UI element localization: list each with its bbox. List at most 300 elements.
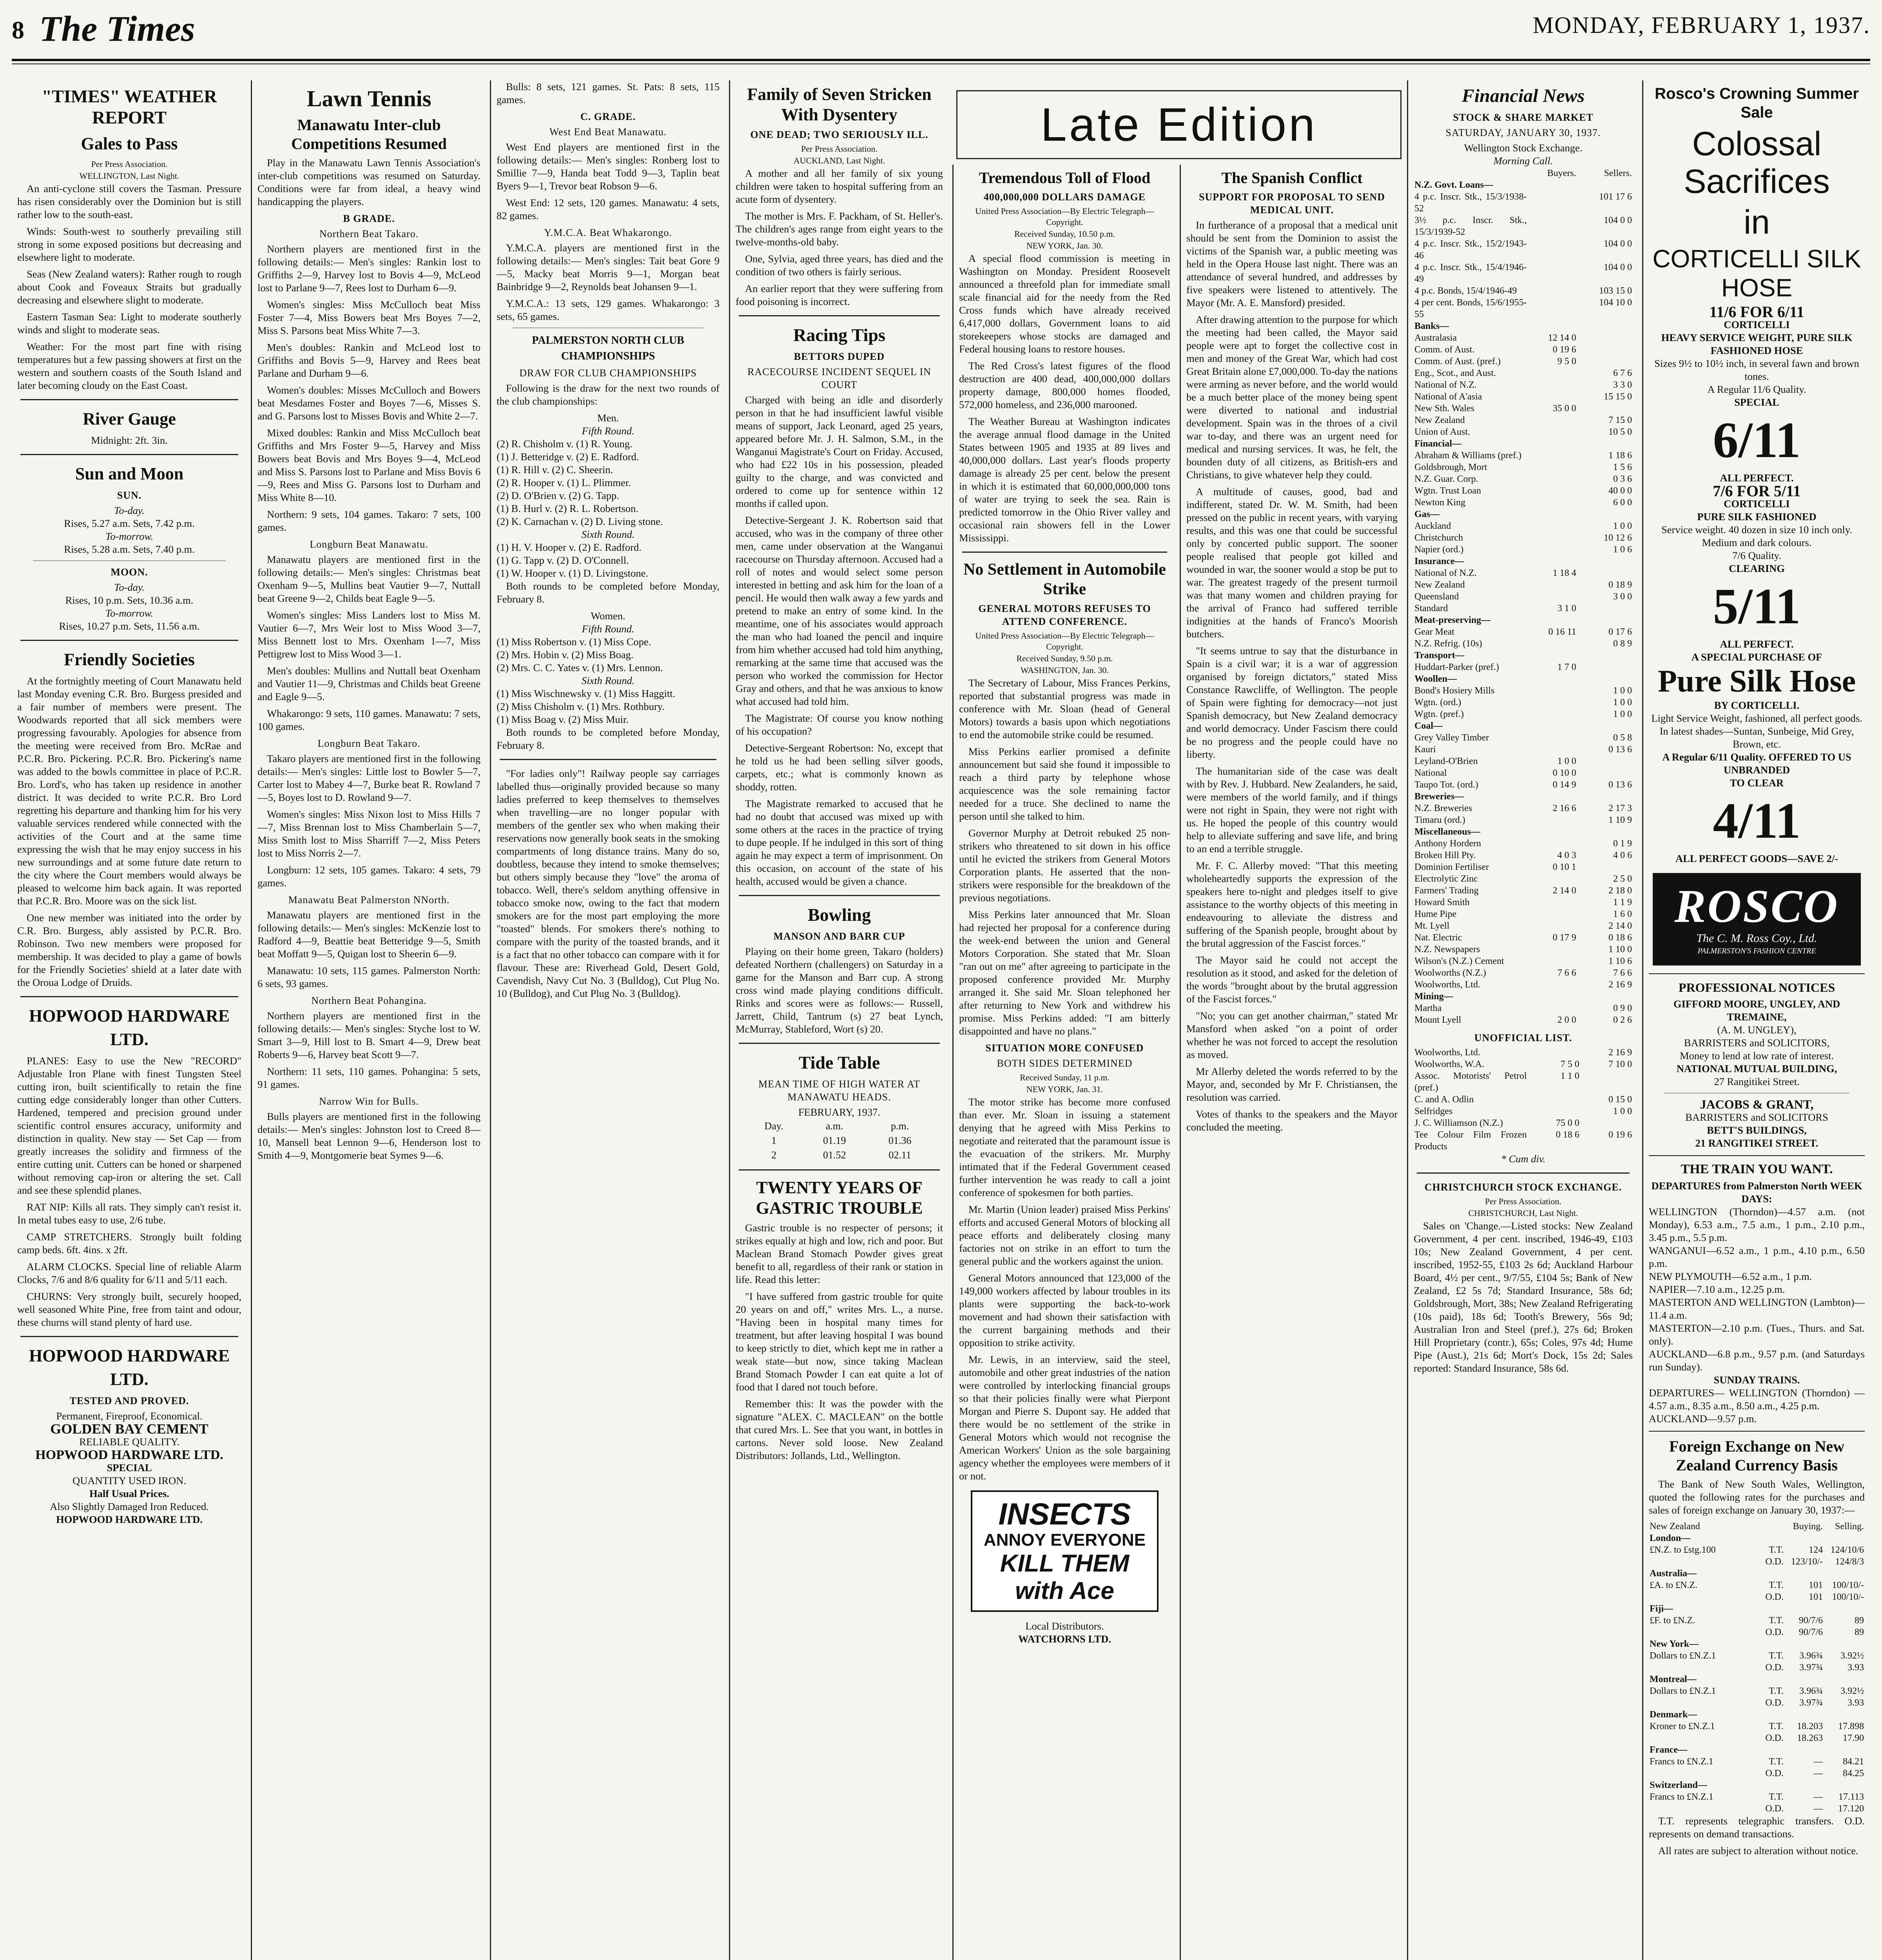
table-cell: 0 1 9 (1613, 838, 1632, 849)
draw-entry: (1) J. Betteridge v. (2) E. Radford. (497, 451, 639, 463)
table-cell (1649, 1732, 1761, 1744)
table-cell: 0 17 6 (1608, 627, 1632, 637)
draw-round: Sixth Round. (581, 528, 635, 540)
spanish-paragraph: Mr. F. C. Allerby moved: "That this meeting wholeheartedly supports the expression of the speakers here to-night and pledges itself to give assistance to the worthy objects of this meeting in endeavouring to alleviate the distress and suffering of the Spanish people, brought about by the brutal aggression of the Fascist forces." (1186, 860, 1398, 949)
firm-detail: BARRISTERS and SOLICITORS, (1684, 1037, 1830, 1049)
table-cell: Martha (1414, 1003, 1442, 1013)
issue-date: MONDAY, FEBRUARY 1, 1937. (1532, 12, 1870, 38)
table-cell (1761, 1779, 1784, 1791)
match-heading: West End Beat Manawatu. (549, 126, 667, 138)
table-cell: Eng., Scot., and Aust. (1414, 368, 1496, 378)
draw-entry: (2) Miss Chisholm v. (1) Mrs. Rothbury. (497, 701, 665, 712)
table-row (1414, 1129, 1633, 1152)
table-row (1414, 179, 1633, 191)
newspaper-title: The Times (39, 9, 195, 49)
table-cell: 1 1 0 (1560, 1071, 1579, 1081)
tide-cell: 02.11 (888, 1149, 911, 1161)
table-cell: 89 (1855, 1627, 1864, 1637)
rosco-all-perfect: ALL PERFECT. (1720, 472, 1794, 484)
table-cell: 10 12 6 (1604, 533, 1632, 543)
stock-header-buyers: Buyers. (1547, 168, 1576, 178)
rosco-desc2: Service weight. 40 dozen in size 10 inch only. Medium and dark colours. (1661, 524, 1852, 548)
table-cell: T.T. (1769, 1545, 1784, 1555)
table-cell: 17.90 (1843, 1733, 1864, 1743)
table-cell: London— (1650, 1533, 1691, 1543)
table-row (1414, 685, 1633, 697)
table-cell: 7 6 6 (1557, 968, 1576, 978)
table-cell (1784, 1744, 1824, 1756)
table-cell (1528, 391, 1577, 403)
draw-note: Both rounds to be completed before Monday, February 8. (497, 726, 720, 751)
racing-title: Racing Tips (793, 325, 885, 345)
table-cell: 35 0 0 (1552, 403, 1576, 414)
table-cell: 4 0 6 (1613, 850, 1632, 860)
tennis-paragraph: Bulls: 8 sets, 121 games. St. Pats: 8 sets, 115 games. (497, 81, 720, 105)
table-cell (1649, 1768, 1761, 1779)
table-cell: 4 p.c. Inscr. Stk., 15/2/1943-46 (1414, 239, 1527, 261)
table-cell: Meat-preserving— (1414, 615, 1491, 625)
table-row (1649, 1638, 1865, 1650)
tide-table (746, 1119, 932, 1162)
spanish-paragraph: The humanitarian side of the case was dealt with by Rev. J. Hubbard. New Zealanders, he said, were members of the world family, and if things were not right in Spain, they were not right with us. He hoped the people of this country would help to alleviate suffering and save life, and bring to an end a terrible struggle. (1186, 765, 1398, 855)
table-cell: 0 16 11 (1548, 627, 1576, 637)
hopwood-paragraph: CHURNS: Very strongly built, securely hooped, well seasoned White Pine, free from taint and odour, these churns will stand plenty of hard use. (17, 1290, 241, 1328)
masthead (12, 4, 1870, 55)
tide-header-row (746, 1119, 932, 1133)
table-row (1414, 967, 1633, 979)
cement-brand: GOLDEN BAY CEMENT (50, 1421, 209, 1437)
table-cell: 1 0 6 (1613, 544, 1632, 555)
table-cell: 3.92½ (1840, 1686, 1864, 1696)
table-row (1414, 1014, 1633, 1026)
table-cell: Leyland-O'Brien (1414, 756, 1478, 766)
table-cell: New York— (1650, 1639, 1699, 1649)
table-row (1649, 1685, 1865, 1697)
flood-sub: 400,000,000 DOLLARS DAMAGE (983, 191, 1146, 203)
table-row (1414, 332, 1633, 344)
family-paragraph: The mother is Mrs. F. Packham, of St. Heller's. The children's ages range from eight years to the twelve-months-old baby. (736, 210, 943, 248)
table-cell: 2 14 0 (1552, 886, 1576, 896)
divider (739, 315, 940, 316)
table-cell: 3 1 0 (1557, 603, 1576, 613)
table-cell: 0 15 0 (1608, 1094, 1632, 1105)
table-cell: New Zealand (1414, 415, 1465, 425)
spanish-title: The Spanish Conflict (1221, 169, 1363, 187)
table-cell: Francs to £N.Z.1 (1650, 1792, 1713, 1802)
strike-paragraph: General Motors announced that 123,000 of the 149,000 workers affected by labour troubles in its plants were supporting the back-to-work movement and had shown their satisfaction with the current bargaining methods and their opposition to strike activity. (959, 1272, 1170, 1348)
table-cell (1528, 367, 1577, 379)
table-cell: O.D. (1765, 1804, 1784, 1814)
train-line: NAPIER—7.10 a.m., 12.25 p.m. (1649, 1283, 1785, 1295)
table-cell: 17.120 (1838, 1804, 1864, 1814)
sun-moon-title: Sun and Moon (75, 464, 184, 483)
table-row (1414, 473, 1633, 485)
firm-name: GIFFORD MOORE, UNGLEY, AND TREMAINE, (1673, 998, 1840, 1023)
table-cell: 0 13 6 (1608, 780, 1632, 790)
table-row (1649, 1744, 1865, 1756)
table-cell (1528, 826, 1577, 838)
tennis-paragraph: Bulls players are mentioned first in the following details:— Men's singles: Johnston lost to Creed 8—10, Mansell beat Lennon 9—6, Henderson lost to Smith 4—9, Montgomerie beat Symes 9—6. (257, 1111, 480, 1161)
table-cell (1528, 461, 1577, 473)
tennis-paragraph: Women's singles: Miss Landers lost to Miss M. Vautier 6—7, Mrs Weir lost to Miss Wood 3—7, Miss Bennett lost to Mrs. Oxenham 1—7, Miss Pettigrew lost to Miss Wood 3—1. (257, 609, 480, 660)
table-cell: 0 13 6 (1608, 744, 1632, 755)
table-row (1414, 508, 1633, 520)
hopwood-tested: TESTED AND PROVED. (69, 1395, 189, 1406)
table-cell: 1 0 0 (1613, 686, 1632, 696)
table-cell (1528, 544, 1577, 555)
table-cell (1577, 555, 1633, 567)
table-row (1414, 297, 1633, 320)
draw-entry: (1) B. Hurl v. (2) R. L. Robertson. (497, 503, 638, 514)
financial-title: Financial News (1461, 85, 1585, 106)
table-cell (1824, 1532, 1865, 1544)
hopwood-paragraph: PLANES: Easy to use the New "RECORD" Adjustable Iron Plane with finest Tungsten Steel cutting iron, built scientifically to retain the fine cutting edge considerably longer than other Cutters. Hardened, tempered and precision ground under scientific control ensures accuracy, uniformity and distinction in quality. New stay — Set Cap — from greatly increases the solidity and firmness of the entire cutting unit. Cutters can be honed or sharpened without removing cap-iron or altering the set. Call and see these splendid planes. (17, 1055, 241, 1196)
table-row (1414, 1047, 1633, 1058)
table-cell: Transport— (1414, 650, 1465, 661)
family-paragraph: One, Sylvia, aged three years, has died and the condition of two others is fairly serious. (736, 253, 943, 278)
table-row (1414, 555, 1633, 567)
table-cell: Standard (1414, 603, 1448, 613)
chch-dateline: CHRISTCHURCH, Last Night. (1468, 1208, 1578, 1218)
late-edition-banner: Late Edition (956, 90, 1402, 159)
table-cell (1761, 1603, 1784, 1615)
tennis-paragraph: Y.M.C.A. players are mentioned first in the following details:— Men's singles: Tait beat Gore 9—5, Macky beat Morris 9—1, Morgan beat Bainbridge 9—2, Reynolds beat Johansen 9—1. (497, 242, 720, 292)
table-cell: Wgtn. (pref.) (1414, 709, 1464, 719)
table-row (1414, 1058, 1633, 1070)
tennis-paragraph: Northern players are mentioned first in the following details:— Men's singles: Rankin lost to Griffiths 2—9, Harvey lost to Bovis 4—9, McLeod lost to Parlane 9—7, Rees lost to Durham 6—9. (257, 243, 480, 294)
table-cell: 124/10/6 (1830, 1545, 1864, 1555)
table-cell: — (1813, 1804, 1823, 1814)
gastric-paragraph: Gastric trouble is no respecter of persons; it strikes equally at high and low, rich and poor. But Maclean Brand Stomach Powder gives great benefit to all, regardless of their rank or station in life. Read this letter: (736, 1222, 943, 1285)
table-row (1649, 1662, 1865, 1673)
draw-entry: (1) H. V. Hooper v. (2) E. Radford. (497, 541, 642, 553)
hopwood-paragraph: RAT NIP: Kills all rats. They simply can't resist it. In metal tubes easy to use, 2/6 tube. (17, 1201, 241, 1226)
table-cell (1528, 944, 1577, 955)
weather-dateline: WELLINGTON, Last Night. (79, 171, 179, 181)
table-row (1649, 1720, 1865, 1732)
table-cell: 12 14 0 (1548, 333, 1576, 343)
table-row (1649, 1603, 1865, 1615)
friendly-paragraph: At the fortnightly meeting of Court Manawatu held last Monday evening C.R. Bro. Burgess presided and a fair number of members were present. The Woodwards reported that all sick members were progressing favourably. Apologies for absence from the meeting were received from Bro. McRae and P.C.R. Bro. Pickering. P.C.R. Bro. Pickering's name was added to the bowls committee in place of P.C.R. Bro. Lord's, who has taken up residence in another district. It was decided to write P.C.R. Bro Lord regretting his departure and thanking him for his very valuable services rendered while connected with the activities of the Court and at the same time expressing the wish that he may enjoy success in his new surroundings and at some future date return to the city where the Court members would always be pleased to welcome him back again. It was reported that P.C.R. Bro. Moore was on the sick list. (17, 675, 241, 907)
table-row (1414, 238, 1633, 261)
forex-table (1649, 1521, 1865, 1815)
column-2 (251, 80, 486, 1960)
table-cell: Switzerland— (1650, 1780, 1707, 1790)
table-cell (1824, 1779, 1865, 1791)
table-cell (1528, 426, 1577, 438)
table-cell: Mining— (1414, 991, 1453, 1002)
table-cell (1761, 1744, 1784, 1756)
table-cell: Howard Smith (1414, 897, 1470, 907)
flood-paragraph: The Weather Bureau at Washington indicates the average annual flood damage in the United States between 1905 and 1935 at 89 lives and 40,000,000 dollars. Last year's floods property damage is already 25 per cent. below the present in which it is estimated that 60,000,000,000 tons of water are trying to seek the sea. Rain is predicted tomorrow in the Ohio River valley and occasional rain showers fell in the Lower Mississippi. (959, 416, 1170, 544)
table-row (1414, 567, 1633, 579)
rosco-all-perfect: ALL PERFECT. (1720, 638, 1794, 650)
family-title: Family of Seven Stricken With Dysentery (747, 85, 932, 124)
table-cell: £A. to £N.Z. (1650, 1580, 1697, 1590)
table-cell: — (1813, 1792, 1823, 1802)
divider (739, 1043, 940, 1044)
table-cell: Comm. of Aust. (pref.) (1414, 356, 1501, 367)
table-row (1649, 1803, 1865, 1815)
table-cell (1784, 1709, 1824, 1720)
hopwood-paragraph: ALARM CLOCKS. Special line of reliable Alarm Clocks, 7/6 and 8/6 quality for 6/11 and 5/11 each. (17, 1261, 241, 1285)
table-cell: 0 9 0 (1613, 1003, 1632, 1013)
strike-paragraph: The motor strike has become more confused than ever. Mr. Sloan in issuing a statement denying that he agreed with Miss Perkins to negotiate and reiterated that the paramount issue is the evacuation of the strikers. Mr. Murphy intimated that if the Federal Government ceased further intervention he was ready to call a joint conference of spokesmen for both parties. (959, 1096, 1170, 1198)
table-cell: 1 5 6 (1613, 462, 1632, 472)
table-cell: 2 14 0 (1608, 921, 1632, 931)
table-row (1414, 802, 1633, 814)
table-cell: 4 p.c. Inscr. Stk., 15/4/1946-49 (1414, 262, 1527, 284)
divider (20, 399, 238, 400)
table-cell: 101 17 6 (1599, 192, 1632, 202)
table-cell (1577, 720, 1633, 732)
table-cell: Gear Meat (1414, 627, 1454, 637)
table-cell (1528, 591, 1577, 603)
divider (20, 640, 238, 641)
strike-paragraph: Mr. Lewis, in an interview, said the steel, automobile and other great industries of the nation were controlled by interlocking financial groups so that their policies finally were what Pierpont Morgan and Pierre S. Dupont say. He added that there would be no settlement of the strike in General Motors which would not recognise the American Workers' Union as the sole bargaining agency whether the employees were members of it or not. (959, 1354, 1170, 1482)
weather-paragraph: Weather: For the most part fine with rising temperatures but a few passing showers at first on the western and southern coasts of the South Island and later becoming cloudy on the East Coast. (17, 341, 241, 391)
table-cell (1824, 1638, 1865, 1650)
table-cell: N.Z. Refrig. (10s) (1414, 639, 1482, 649)
table-cell: T.T. (1769, 1721, 1784, 1731)
tennis-paragraph: Takaro players are mentioned first in the following details:— Men's singles: Little lost to Bowler 5—7, Carter lost to Mabey 4—7, Burke beat R. Rowland 7—5, Boyes lost to D. Rowland 9—7. (257, 753, 480, 803)
table-cell (1824, 1744, 1865, 1756)
table-cell: 0 14 9 (1552, 780, 1576, 790)
tennis-paragraph: Manawatu: 10 sets, 115 games. Palmerston North: 6 sets, 93 games. (257, 965, 480, 989)
spanish-paragraph: A multitude of causes, good, bad and indifferent, stated Dr. W. M. Smith, had been pressed on the public in recent years, with varying results, and this was one that could be successful only by concerted public support. The sooner people realised that people got killed and wounded in war, the sooner would a stop be put to war. The greatest tragedy of the present turmoil was that many women and children praying for the arrival of Franco had suffered terrible indignities at the hands of Franco's Moorish butchers. (1186, 486, 1398, 640)
table-row (1414, 603, 1633, 614)
table-cell (1528, 579, 1577, 591)
table-row (1414, 920, 1633, 932)
tide-month: FEBRUARY, 1937. (798, 1106, 881, 1118)
table-cell (1761, 1568, 1784, 1579)
table-cell: Montreal— (1650, 1674, 1697, 1684)
bowling-sub: MANSON AND BARR CUP (773, 931, 905, 942)
column-1 (12, 80, 247, 1960)
table-cell: 1 10 0 (1608, 944, 1632, 955)
hopwood-paragraph: CAMP STRETCHERS. Strongly built folding camp beds. 6ft. 4ins. x 2ft. (17, 1231, 241, 1256)
table-cell: O.D. (1765, 1698, 1784, 1708)
table-cell (1528, 638, 1577, 650)
table-cell (1761, 1638, 1784, 1650)
table-cell: 4 p.c. Bonds, 15/4/1946-49 (1414, 286, 1517, 296)
sun-label: SUN. (117, 490, 142, 501)
chch-source: Per Press Association. (1485, 1196, 1561, 1206)
flood-source: United Press Association—By Electric Telegraph—Copyright. (975, 206, 1154, 227)
table-cell: O.D. (1765, 1557, 1784, 1567)
rosco-brand: CORTICELLI (1724, 498, 1790, 510)
racing-paragraph: Detective-Sergeant J. K. Robertson said that accused, who was in the company of three other men, came under observation at the Wanganui racecourse on Thursday afternoon. Accused had a roll of notes and would select some person interested in betting and ask him for the loan of a pencil. He would then walk away a few yards and pretend to make an entry of some kind. In the meantime, one of his associates would approach the man who had loaned the pencil and inquire from him whether accused had told him anything, remarking at the same time that accused was the person who worked the commission for Hector Gray and others, and that he was anxious to know what accused had told him. (736, 514, 943, 707)
forex-note: T.T. represents telegraphic transfers. O.D. represents on demand transactions. (1649, 1815, 1865, 1840)
table-cell: National of A'asia (1414, 392, 1482, 402)
spanish-paragraph: The Mayor said he could not accept the resolution as it stood, and asked for the deletion of the words "brought about by the brutal aggression of the Fascist forces." (1186, 954, 1398, 1005)
column-3 (490, 80, 725, 1960)
gastric-paragraph: "I have suffered from gastric trouble for quite 20 years on and off," writes Mrs. L., a nurse. "Having been in hospital many times for treatment, but after leaving hospital I was bound to keep strictly to diet, which kept me in rather a weak state—but now, since taking Maclean Brand Stomach Powder I can eat quite a lot of food that I dared not touch before. (736, 1290, 943, 1393)
table-row (1414, 908, 1633, 920)
tennis-title: Lawn Tennis (306, 86, 432, 111)
tennis-paragraph: Longburn: 12 sets, 105 games. Takaro: 4 sets, 79 games. (257, 864, 480, 889)
strike-situation-received: Received Sunday, 11 p.m. (1020, 1073, 1110, 1082)
table-cell (1528, 191, 1577, 214)
train-line: DEPARTURES— WELLINGTON (Thorndon) —4.57 a.m., 8.35 a.m., 8.50 a.m., 4.25 p.m. (1649, 1387, 1865, 1412)
table-row (1414, 897, 1633, 908)
table-cell: 90/7/6 (1799, 1615, 1823, 1626)
train-sub: DEPARTURES from Palmerston North WEEK DAYS: (1651, 1180, 1862, 1205)
table-cell: 18.263 (1797, 1733, 1823, 1743)
forex-header-selling: Selling. (1835, 1521, 1864, 1532)
table-cell (1528, 238, 1577, 261)
table-cell: 104 10 0 (1599, 298, 1632, 308)
table-cell: Woollen— (1414, 674, 1457, 684)
insects-distributor: Local Distributors. (1025, 1620, 1104, 1632)
tide-row (746, 1148, 932, 1162)
strike-situation-title: SITUATION MORE CONFUSED (985, 1042, 1144, 1054)
unofficial-table (1414, 1047, 1633, 1152)
table-cell: 100/10/- (1832, 1580, 1864, 1590)
table-cell: T.T. (1769, 1615, 1784, 1626)
table-cell: T.T. (1769, 1686, 1784, 1696)
draw-entry: (2) Mrs. Hobin v. (2) Miss Boag. (497, 649, 634, 661)
table-cell: Goldsbrough, Mort (1414, 462, 1487, 472)
table-cell: 3 3 0 (1613, 380, 1632, 390)
table-cell (1528, 685, 1577, 697)
table-row (1414, 1070, 1633, 1094)
table-cell: Abraham & Williams (pref.) (1414, 450, 1522, 461)
table-cell: T.T. (1769, 1792, 1784, 1802)
table-row (1649, 1544, 1865, 1556)
sun-tomorrow: Rises, 5.28 a.m. Sets, 7.40 p.m. (64, 543, 195, 555)
rosco-logo-sub: The C. M. Ross Coy., Ltd. (1696, 932, 1817, 945)
match-heading: Narrow Win for Bulls. (319, 1096, 419, 1107)
table-cell: 4 per cent. Bonds, 15/6/1955-55 (1414, 298, 1527, 319)
table-cell (1528, 920, 1577, 932)
racing-paragraph: Detective-Sergeant Robertson: No, except that he told us he had been selling silver goods, carpets, etc.; what is commonly known as shoddy, rotten. (736, 742, 943, 793)
table-row (1649, 1650, 1865, 1662)
tennis-paragraph: Mixed doubles: Rankin and Miss McCulloch beat Griffiths and Mrs Foster 9—5, Harvey and Miss Bowers beat Bovis and Mrs Boyes 9—4, McLeod and Miss S. Parsons lost to Parlane and Miss Bovis 6—9, Rees and Miss G. Parsons lost to Durham and Miss White 8—10. (257, 427, 480, 503)
flood-paragraph: A special flood commission is meeting in Washington on Monday. President Roosevelt announced a threefold plan for immediate small scale financial aid for the needy from the Red Cross funds which have already received 6,417,000 dollars, Government loans to aid storekeepers whose stocks are damaged and Federal housing loans to restore houses. (959, 252, 1170, 355)
table-row (1414, 614, 1633, 626)
rosco-clearing: CLEARING (1729, 563, 1785, 574)
hopwood-title-2: HOPWOOD HARDWARE LTD. (29, 1346, 230, 1389)
table-cell: 1 1 9 (1613, 897, 1632, 907)
insects-line3: KILL THEM with Ace (1000, 1550, 1130, 1604)
table-cell: Mt. Lyell (1414, 921, 1450, 931)
flood-dateline: NEW YORK, Jan. 30. (1026, 241, 1103, 250)
table-cell (1528, 1047, 1580, 1058)
table-cell: J. C. Williamson (N.Z.) (1414, 1118, 1503, 1128)
firm-detail: (A. M. UNGLEY), (1717, 1024, 1797, 1036)
table-cell: Australasia (1414, 333, 1457, 343)
draw-round: Fifth Round. (582, 623, 635, 635)
table-row (1414, 191, 1633, 214)
table-row (1414, 944, 1633, 955)
table-row (1414, 791, 1633, 802)
table-row (1414, 544, 1633, 555)
table-row (1649, 1568, 1865, 1579)
table-cell: Timaru (ord.) (1414, 815, 1465, 825)
column-6 (1180, 165, 1403, 1960)
table-cell (1649, 1697, 1761, 1709)
table-cell: Breweries— (1414, 791, 1464, 802)
table-row (1414, 885, 1633, 897)
table-cell (1577, 861, 1633, 873)
tide-header: a.m. (825, 1120, 843, 1132)
table-cell (1784, 1673, 1824, 1685)
river-title: River Gauge (83, 409, 176, 428)
table-row (1414, 403, 1633, 414)
table-cell (1528, 732, 1577, 744)
train-line: MASTERTON—2.10 p.m. (Tues., Thurs. and Sat. only). (1649, 1322, 1865, 1347)
table-cell (1580, 1070, 1633, 1094)
table-row (1649, 1791, 1865, 1803)
table-cell: 7 15 0 (1608, 415, 1632, 425)
tennis-intro: Play in the Manawatu Lawn Tennis Association's inter-club competitions was resumed on Saturday. Conditions were far from ideal, a heavy wind handicapping the players. (257, 157, 480, 207)
table-cell (1577, 356, 1633, 367)
train-sunday: SUNDAY TRAINS. (1713, 1374, 1800, 1386)
bowling-title: Bowling (807, 905, 871, 925)
hopwood-damaged: Also Slightly Damaged Iron Reduced. (50, 1501, 209, 1512)
weather-subtitle: Gales to Pass (81, 134, 178, 153)
table-cell: Tee Colour Film Frozen Products (1414, 1130, 1527, 1152)
family-dateline: AUCKLAND, Last Night. (793, 156, 885, 165)
table-cell (1528, 285, 1577, 297)
table-cell (1528, 179, 1577, 191)
spanish-paragraph: "It seems untrue to say that the disturbance in Spain is a civil war; it is a war of aggression organised by foreign dictators," stated Miss Constance Rawcliffe, of Wellington. The people of Spain were fighting for democracy—not just Spanish democracy, but New Zealand democracy and world democracy. Under Fascism there could be no progress and the people could have no liberty. (1186, 645, 1398, 760)
table-cell: Taupo Tot. (ord.) (1414, 780, 1478, 790)
table-cell: 2 0 0 (1557, 1015, 1576, 1025)
divider (739, 1169, 940, 1171)
tennis-paragraph: Y.M.C.A.: 13 sets, 129 games. Whakarongo: 3 sets, 65 games. (497, 298, 720, 322)
table-cell (1649, 1556, 1761, 1568)
table-cell: Banks— (1414, 321, 1449, 331)
table-cell: Coal— (1414, 721, 1443, 731)
table-cell: New Zealand (1414, 580, 1465, 590)
table-cell (1528, 379, 1577, 391)
train-line: WELLINGTON (Thorndon)—4.57 a.m. (not Monday), 6.53 a.m., 7.5 a.m., 1 p.m., 2.10 p.m., 3.45 p.m., 5.5 p.m. (1649, 1206, 1865, 1243)
today-label: To-day. (114, 505, 145, 516)
table-row (1414, 991, 1633, 1002)
table-cell (1577, 508, 1633, 520)
table-cell: 7 10 0 (1608, 1059, 1632, 1069)
table-cell (1528, 979, 1577, 991)
table-cell: 1 18 6 (1608, 450, 1632, 461)
weather-title: "TIMES" WEATHER REPORT (42, 86, 217, 127)
table-cell (1528, 473, 1577, 485)
table-cell: 10 5 0 (1608, 427, 1632, 437)
tennis-subtitle: Manawatu Inter-club Competitions Resumed (291, 116, 447, 152)
strike-paragraph: The Secretary of Labour, Miss Frances Perkins, reported that substantial progress was made in conference with Mr. Sloan (head of General Motors) towards a basis upon which negotiations to end the automobile strike could be resumed. (959, 677, 1170, 740)
table-cell (1528, 1002, 1577, 1014)
rosco-price: 6/11 (1713, 412, 1801, 468)
table-cell: 84.21 (1843, 1757, 1864, 1767)
table-cell: T.T. (1769, 1757, 1784, 1767)
stock-table (1414, 167, 1633, 1026)
table-cell (1528, 485, 1577, 497)
table-row (1414, 414, 1633, 426)
table-cell: 0 17 9 (1552, 933, 1576, 943)
table-cell: Fiji— (1650, 1604, 1673, 1614)
table-cell (1649, 1803, 1761, 1815)
financial-exchange: Wellington Stock Exchange. (1464, 142, 1583, 154)
table-cell (1577, 791, 1633, 802)
table-cell (1577, 403, 1633, 414)
table-cell: 3 0 0 (1613, 592, 1632, 602)
rosco-headline-in: in (1744, 203, 1770, 241)
table-row (1414, 955, 1633, 967)
weather-paragraph: Eastern Tasman Sea: Light to moderate southerly winds and slight to moderate seas. (17, 311, 241, 336)
table-cell (1649, 1662, 1761, 1673)
racing-paragraph: The Magistrate: Of course you know nothing of his occupation? (736, 712, 943, 737)
